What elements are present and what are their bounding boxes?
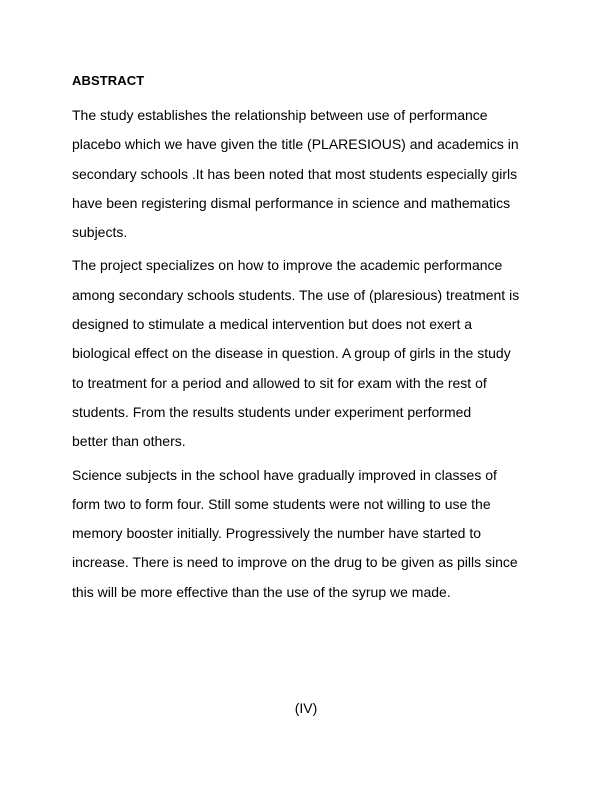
paragraph-line: increase. There is need to improve on the drug to be given as pills since xyxy=(72,554,518,571)
paragraph-line: better than others. xyxy=(72,433,186,450)
paragraph-line: The project specializes on how to improve the academic performance xyxy=(72,257,503,274)
paragraph-line: designed to stimulate a medical intervention but does not exert a xyxy=(72,316,473,333)
paragraph-line: The study establishes the relationship between use of performance xyxy=(72,107,488,123)
abstract-paragraph-1 xyxy=(72,101,544,247)
paragraph-line: secondary schools .It has been noted that most students especially girls xyxy=(72,165,518,182)
paragraph-line: to treatment for a period and allowed to sit for exam with the rest of xyxy=(72,374,487,391)
abstract-heading: ABSTRACT xyxy=(72,73,145,88)
paragraph-line: among secondary schools students. The use of (plaresious) treatment is xyxy=(72,286,520,303)
paragraph-line: Science subjects in the school have gradually improved in classes of xyxy=(72,466,497,483)
abstract-paragraph-2 xyxy=(72,251,544,456)
paragraph-line: form two to form four. Still some students were not willing to use the xyxy=(72,495,491,512)
paragraph-line: memory booster initially. Progressively the number have started to xyxy=(72,525,482,542)
paragraph-line: this will be more effective than the use of the syrup we made. xyxy=(72,583,451,600)
paragraph-line: have been registering dismal performance in science and mathematics xyxy=(72,194,511,211)
paragraph-line: biological effect on the disease in question. A group of girls in the study xyxy=(72,345,511,362)
paragraph-line: placebo which we have given the title (PLARESIOUS) and academics in xyxy=(72,136,519,153)
paragraph-line: subjects. xyxy=(72,224,128,241)
abstract-paragraph-3 xyxy=(72,461,544,607)
page-number: (IV) xyxy=(294,700,318,716)
paragraph-line: students. From the results students under experiment performed xyxy=(72,403,472,420)
abstract-section xyxy=(72,72,544,611)
